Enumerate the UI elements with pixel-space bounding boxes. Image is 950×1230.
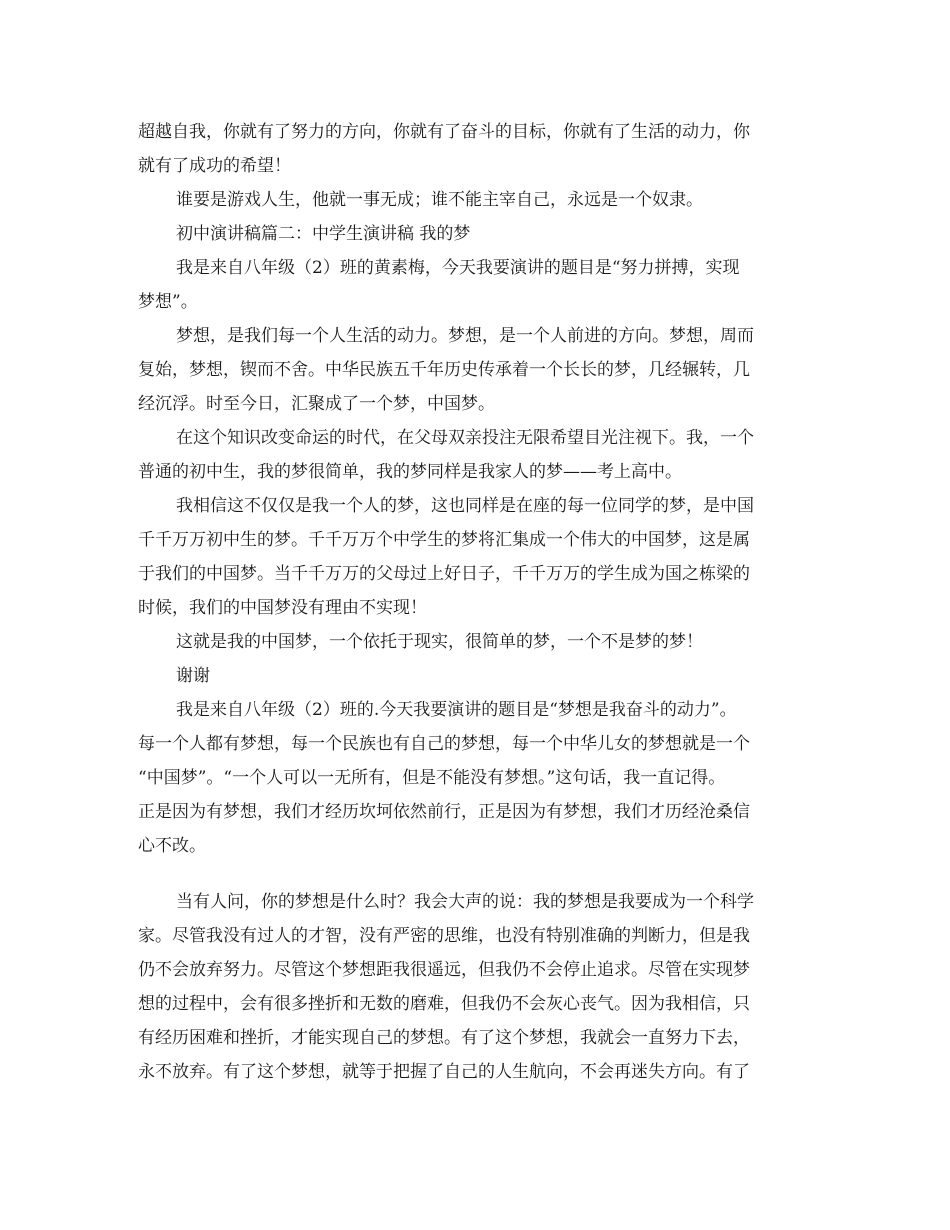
text-line: 这就是我的中国梦，一个依托于现实，很简单的梦，一个不是梦的梦！ [176,632,703,652]
text-line: 经沉浮。时至今日，汇聚成了一个梦，中国梦。 [138,394,495,414]
text-line: 时候，我们的中国梦没有理由不实现！ [138,598,427,618]
text-line: 我是来自八年级（2）班的.今天我要演讲的题目是“梦想是我奋斗的动力”。 [176,700,737,720]
text-line: 于我们的中国梦。当千千万万的父母过上好日子，千千万万的学生成为国之栋梁的 [138,564,750,584]
text-line: 家。尽管我没有过人的才智，没有严密的思维，也没有特别准确的判断力，但是我 [138,926,750,946]
text-line: 想的过程中，会有很多挫折和无数的磨难，但我仍不会灰心丧气。因为我相信，只 [138,994,750,1014]
text-line: 复始，梦想，锲而不舍。中华民族五千年历史传承着一个长长的梦，几经辗转，几 [138,360,750,380]
text-line: 当有人问，你的梦想是什么时？我会大声的说：我的梦想是我要成为一个科学 [176,892,754,912]
text-line: “中国梦”。“一个人可以一无所有，但是不能没有梦想。”这句话，我一直记得。 [138,768,726,788]
text-line: 就有了成功的希望！ [138,156,291,176]
text-line: 每一个人都有梦想，每一个民族也有自己的梦想，每一个中华儿女的梦想就是一个 [138,734,750,754]
text-line: 千千万万初中生的梦。千千万万个中学生的梦将汇集成一个伟大的中国梦，这是属 [138,530,750,550]
text-line: 永不放弃。有了这个梦想，就等于把握了自己的人生航向，不会再迷失方向。有了 [138,1062,750,1082]
section-heading: 初中演讲稿篇二：中学生演讲稿 我的梦 [176,224,471,244]
text-line: 仍不会放弃努力。尽管这个梦想距我很遥远，但我仍不会停止追求。尽管在实现梦 [138,960,750,980]
text-line: 普通的初中生，我的梦很简单，我的梦同样是我家人的梦——考上高中。 [138,462,682,482]
text-line: 谁要是游戏人生，他就一事无成；谁不能主宰自己，永远是一个奴隶。 [176,190,703,210]
text-line: 超越自我，你就有了努力的方向，你就有了奋斗的目标，你就有了生活的动力，你 [138,122,750,142]
text-line: 梦想”。 [138,292,198,312]
text-line: 谢谢 [176,666,210,686]
text-line: 在这个知识改变命运的时代，在父母双亲投注无限希望目光注视下。我，一个 [176,428,754,448]
text-line: 我相信这不仅仅是我一个人的梦，这也同样是在座的每一位同学的梦，是中国 [176,496,754,516]
text-line: 心不改。 [138,836,206,856]
text-line: 正是因为有梦想，我们才经历坎坷依然前行，正是因为有梦想，我们才历经沧桑信 [138,802,750,822]
text-line: 梦想，是我们每一个人生活的动力。梦想，是一个人前进的方向。梦想，周而 [176,326,754,346]
text-line: 有经历困难和挫折，才能实现自己的梦想。有了这个梦想，我就会一直努力下去， [138,1028,750,1048]
text-line: 我是来自八年级（2）班的黄素梅，今天我要演讲的题目是“努力拼搏，实现 [176,258,740,278]
